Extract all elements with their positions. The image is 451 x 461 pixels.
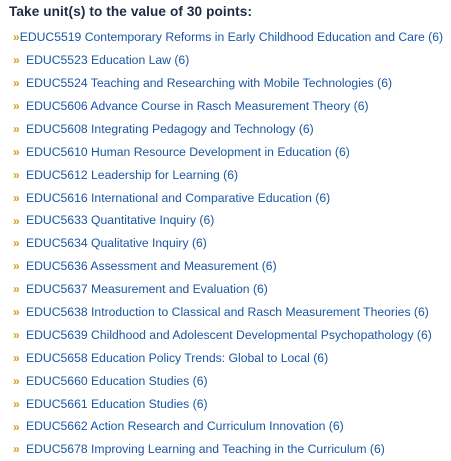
list-item	[9, 415, 443, 438]
double-chevron-right-icon: »	[13, 419, 20, 434]
unit-link[interactable]: EDUC5633 Quantitative Inquiry (6)	[26, 213, 215, 228]
list-item	[9, 369, 443, 392]
unit-link[interactable]: EDUC5606 Advance Course in Rasch Measurement Theory (6)	[26, 99, 369, 114]
list-item	[9, 255, 443, 278]
unit-link[interactable]: EDUC5610 Human Resource Development in Education (6)	[26, 144, 350, 159]
unit-link[interactable]: EDUC5519 Contemporary Reforms in Early Childhood Education and Care (6)	[19, 30, 444, 45]
list-item	[9, 438, 443, 461]
double-chevron-right-icon: »	[13, 53, 20, 68]
list-item	[9, 49, 443, 72]
list-item	[9, 346, 443, 369]
list-item	[9, 209, 443, 232]
double-chevron-right-icon: »	[13, 190, 20, 205]
list-item	[9, 232, 443, 255]
double-chevron-right-icon: »	[13, 282, 20, 297]
list-item	[9, 278, 443, 301]
unit-link[interactable]: EDUC5678 Improving Learning and Teaching in the Curriculum (6)	[26, 442, 385, 457]
unit-link[interactable]: EDUC5616 International and Comparative Education (6)	[26, 190, 331, 205]
double-chevron-right-icon: »	[13, 122, 20, 136]
double-chevron-right-icon: »	[13, 442, 20, 457]
double-chevron-right-icon: »	[13, 350, 20, 365]
double-chevron-right-icon: »	[13, 76, 20, 91]
unit-link[interactable]: EDUC5612 Leadership for Learning (6)	[26, 167, 239, 182]
unit-list	[9, 26, 443, 461]
double-chevron-right-icon: »	[13, 259, 20, 274]
unit-link[interactable]: EDUC5524 Teaching and Researching with Mobile Technologies (6)	[26, 76, 393, 91]
unit-link[interactable]: EDUC5634 Qualitative Inquiry (6)	[26, 236, 207, 251]
list-item	[9, 26, 443, 49]
list-item	[9, 72, 443, 95]
unit-link[interactable]: EDUC5660 Education Studies (6)	[26, 373, 208, 388]
unit-link[interactable]: EDUC5658 Education Policy Trends: Global to Local (6)	[26, 350, 329, 365]
double-chevron-right-icon: »	[13, 236, 20, 251]
double-chevron-right-icon: »	[13, 396, 20, 411]
double-chevron-right-icon: »	[13, 213, 20, 228]
list-item	[9, 301, 443, 324]
double-chevron-right-icon: »	[13, 167, 20, 182]
list-item	[9, 186, 443, 209]
list-item	[9, 392, 443, 415]
list-item	[9, 324, 443, 347]
unit-requirement-heading: Take unit(s) to the value of 30 points:	[9, 4, 253, 19]
double-chevron-right-icon: »	[13, 30, 20, 45]
list-item	[9, 140, 443, 163]
unit-link[interactable]: EDUC5636 Assessment and Measurement (6)	[26, 259, 277, 274]
double-chevron-right-icon: »	[13, 144, 20, 159]
double-chevron-right-icon: »	[13, 305, 20, 320]
double-chevron-right-icon: »	[13, 328, 20, 343]
unit-link[interactable]: EDUC5661 Education Studies (6)	[26, 396, 208, 411]
unit-link[interactable]: EDUC5608 Integrating Pedagogy and Technology (6)	[26, 121, 314, 136]
unit-link[interactable]: EDUC5523 Education Law (6)	[26, 53, 190, 68]
unit-link[interactable]: EDUC5638 Introduction to Classical and Rasch Measurement Theories (6)	[26, 305, 429, 320]
list-item	[9, 95, 443, 118]
list-item	[9, 118, 443, 141]
unit-link[interactable]: EDUC5639 Childhood and Adolescent Developmental Psychopathology (6)	[26, 327, 432, 342]
unit-link[interactable]: EDUC5662 Action Research and Curriculum Innovation (6)	[26, 419, 344, 434]
unit-link[interactable]: EDUC5637 Measurement and Evaluation (6)	[26, 282, 268, 297]
double-chevron-right-icon: »	[13, 99, 20, 114]
list-item	[9, 163, 443, 186]
double-chevron-right-icon: »	[13, 373, 20, 388]
